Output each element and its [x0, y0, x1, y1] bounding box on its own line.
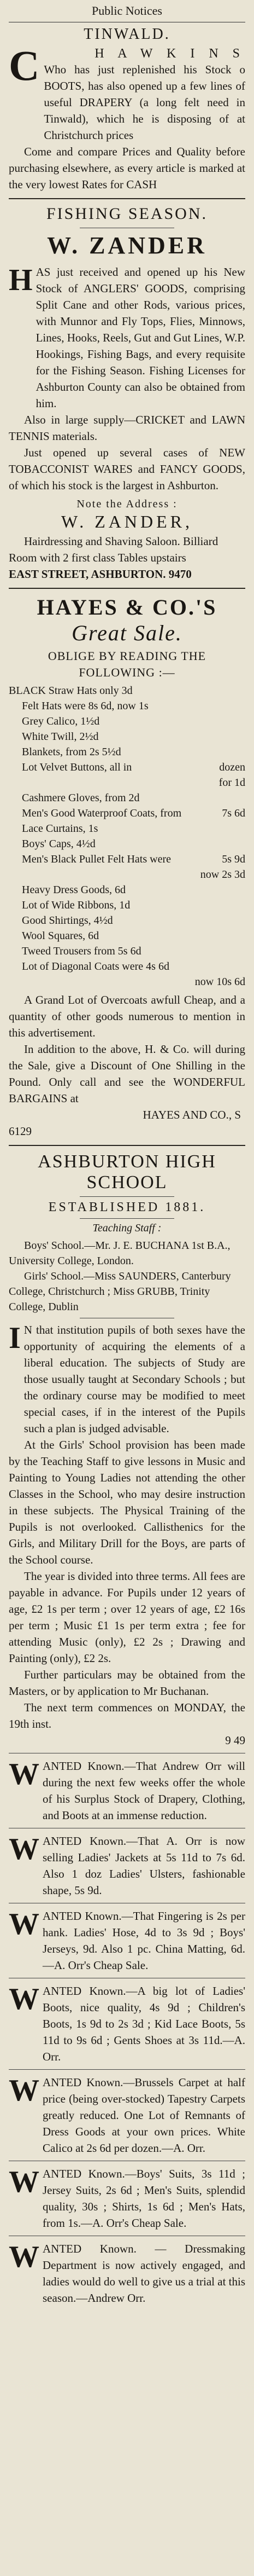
- tinwald-advert: [9, 26, 245, 193]
- price-value: [241, 698, 245, 714]
- wanted-text: ANTED Known.—Boys' Suits, 3s 11d ; Jersey Suits, 2s 6d ; Men's Suits, splendid quality, 30s ; Shirts, 1s 6d ; Men's Hats, from 1s.—A. Orr's Cheap Sale.: [43, 2167, 245, 2230]
- column-rule: [9, 1145, 245, 1146]
- hayes-advert: [9, 594, 245, 1139]
- tinwald-body-2: Come and compare Prices and Quality before purchasing elsewhere, as every article is marked at the very lowest Rates for CASH: [9, 145, 245, 191]
- school-intro: [9, 1322, 245, 1437]
- title-rule: [80, 1218, 174, 1219]
- school-p5: The next term commences on MONDAY, the 19th inst.: [9, 1701, 245, 1730]
- price-item: Tweed Trousers from 5s 6d: [22, 945, 141, 957]
- price-row: [9, 867, 245, 882]
- price-value: dozen: [219, 761, 245, 773]
- school-advert: [9, 1151, 245, 1749]
- price-row: [9, 821, 245, 836]
- tinwald-name-row: [9, 42, 245, 143]
- zander-note: Note the Address :: [76, 498, 178, 510]
- zander-section-title: FISHING SEASON.: [46, 205, 208, 223]
- zander-address-street: EAST STREET, ASHBURTON. 9470: [9, 568, 192, 581]
- price-value: [241, 943, 245, 959]
- title-rule: [80, 1196, 174, 1197]
- hayes-ref: 6129: [9, 1125, 32, 1138]
- price-item: Lot of Diagonal Coats were 4s 6d: [22, 960, 169, 972]
- wanted-text: ANTED Known.—A big lot of Ladies' Boots, nice quality, 4s 9d ; Children's Boots, 1s 9d to 2s 3d ; Kid Lace Boots, 5s 11d to 9s 6d ; Gents Shoes at 3s 11d.—A. Orr.: [43, 1984, 245, 2063]
- price-row: [9, 959, 245, 974]
- price-item: now 10s 6d: [194, 976, 245, 988]
- wanted-text: ANTED Known.—That A. Orr is now selling Ladies' Jackets at 5s 11d to 7s 6d. Also 1 doz Ladies' Ulsters, fashionable shape, 5s 9d.: [43, 1834, 245, 1897]
- wanted-text: ANTED Known.—That Fingering is 2s per hank. Ladies' Hose, 4d to 3s 9d ; Boys' Jerseys, 9d. Also 1 pc. China Matting, 6d.—A. Orr's Cheap Sale.: [43, 1909, 245, 1972]
- price-item: Lot Velvet Buttons, all in: [22, 761, 132, 773]
- wanted-dropcap: W: [9, 2074, 39, 2108]
- school-ref: 9 49: [225, 1734, 245, 1747]
- price-value: [241, 714, 245, 729]
- zander-intro: [9, 264, 245, 412]
- wanted-notices: [9, 1753, 245, 2306]
- price-value: [241, 729, 245, 744]
- wanted-dropcap: W: [9, 2240, 39, 2274]
- price-value: [241, 898, 245, 913]
- price-row: [9, 836, 245, 852]
- notice-rule: [9, 2069, 245, 2070]
- wanted-text: ANTED Known. — Dressmaking Department is now actively engaged, and ladies would do well to give us a trial at this season.—Andrew Orr.: [43, 2242, 245, 2305]
- price-value: 5s 9d: [222, 853, 245, 865]
- zander-dropcap: H: [9, 263, 33, 297]
- price-item: Men's Good Waterproof Coats, from: [22, 807, 182, 819]
- price-row: [9, 882, 245, 898]
- zander-address-line: Hairdressing and Shaving Saloon. Billiard Room with 2 first class Tables upstairs: [9, 535, 218, 564]
- price-row: [9, 744, 245, 760]
- school-staff-head: Teaching Staff :: [92, 1222, 162, 1234]
- price-value: [241, 744, 245, 760]
- column-rule: [9, 588, 245, 589]
- price-item: Heavy Dress Goods, 6d: [22, 884, 126, 896]
- price-value: [241, 882, 245, 898]
- wanted-notice: [9, 1983, 245, 2065]
- tinwald-name: H A W K I N S: [94, 47, 245, 61]
- wanted-notice: [9, 2166, 245, 2231]
- school-p4: Further particulars may be obtained from the Masters, or by application to Mr Buchanan.: [9, 1668, 245, 1698]
- price-item: Wool Squares, 6d: [22, 930, 99, 942]
- price-item: Lot of Wide Ribbons, 1d: [22, 899, 131, 911]
- price-value: [241, 790, 245, 806]
- hayes-price-list: [9, 683, 245, 989]
- hayes-oblige: OBLIGE BY READING THE FOLLOWING :—: [48, 649, 206, 679]
- price-item: White Twill, 2½d: [22, 731, 99, 743]
- school-title: ASHBURTON HIGH SCHOOL: [38, 1151, 216, 1193]
- zander-name: W. ZANDER: [47, 232, 207, 259]
- price-row: [9, 760, 245, 775]
- school-established: ESTABLISHED 1881.: [48, 1200, 206, 1214]
- price-row: [9, 683, 245, 698]
- wanted-dropcap: W: [9, 1832, 39, 1866]
- price-row: [9, 714, 245, 729]
- price-row: [9, 775, 245, 790]
- price-row: [9, 852, 245, 867]
- zander-body: AS just received and opened up his New Stock of ANGLERS' GOODS, comprising Split Cane and other Rods, various prices, with Munnor and Fly Tops, Flies, Minnows, Lines, Hooks, Reels, Gut and Gut Lines, W.P. Hookings, Fishing Bags, and every requisite for the Fishing Season. Fishing Licenses for Ashburton County can also be obtained from him.: [36, 265, 245, 410]
- hayes-body-2: In addition to the above, H. & Co. will during the Sale, give a Discount of One Shilling in the Pound. Only call and see the WONDERFUL BARGAINS at: [9, 1043, 245, 1105]
- wanted-notice: [9, 2074, 245, 2156]
- wanted-notice: [9, 1758, 245, 1824]
- wanted-text: ANTED Known.—That Andrew Orr will during the next few weeks offer the whole of his Surplus Stock of Drapery, Clothing, and Boots at an immense reduction.: [43, 1759, 245, 1822]
- zander-body-3: Just opened up several cases of NEW TOBACCONIST WARES and FANCY GOODS, of which his stock is the largest in Ashburton.: [9, 446, 245, 492]
- price-item: Lace Curtains, 1s: [22, 823, 98, 835]
- school-p1: N that institution pupils of both sexes have the opportunity of acquiring the elements of a liberal education. The subjects of Study are those usually taught at Secondary Schools ; but the ordinary course may be modified to meet special cases, if in the interest of the Pupils such a plan is judged advisable.: [23, 1323, 245, 1435]
- price-item: Felt Hats were 8s 6d, now 1s: [22, 700, 149, 712]
- price-row: [9, 729, 245, 744]
- wanted-notice: [9, 1833, 245, 1898]
- tinwald-place: TINWALD.: [84, 26, 170, 43]
- price-item: Men's Black Pullet Felt Hats were: [22, 853, 171, 865]
- price-item: Cashmere Gloves, from 2d: [22, 792, 140, 804]
- price-item: Good Shirtings, 4½d: [22, 914, 113, 927]
- hayes-signature: HAYES AND CO., S: [143, 1108, 241, 1121]
- price-row: [9, 943, 245, 959]
- price-value: [241, 836, 245, 852]
- price-item: for 1d: [218, 777, 245, 789]
- price-row: [9, 913, 245, 928]
- wanted-dropcap: W: [9, 2165, 39, 2199]
- price-value: [241, 683, 245, 698]
- hayes-title: HAYES & CO.'S: [37, 595, 217, 620]
- school-p2: At the Girls' School provision has been made by the Teaching Staff to give lessons in Music and Painting to Young Ladies not attending the other Classes in the School, who may desire instruction in these subjects. The Physical Training of the Pupils is not overlooked. Callisthenics for the Girls, and Military Drill for the Boys, are parts of the School course.: [9, 1438, 245, 1566]
- price-value: [241, 928, 245, 943]
- wanted-dropcap: W: [9, 1907, 39, 1941]
- price-item: BLACK Straw Hats only 3d: [9, 685, 133, 697]
- zander-body-2: Also in large supply—CRICKET and LAWN TENNIS materials.: [9, 413, 245, 443]
- wanted-dropcap: W: [9, 1982, 39, 2016]
- school-p3: The year is divided into three terms. All fees are payable in advance. For Pupils under 12 years of age, £2 1s per term ; over 12 years of age, £2 16s per term ; Music £1 1s per term extra ; fee for attending Music (only), £2 2s ; Drawing and Painting (only), £2 2s.: [9, 1570, 245, 1665]
- price-row: [9, 928, 245, 943]
- tinwald-dropcap: C: [9, 42, 40, 89]
- zander-address-name: W. ZANDER,: [61, 512, 193, 531]
- hayes-body: A Grand Lot of Overcoats awfull Cheap, and a quantity of other goods numerous to mention in this advertisement.: [9, 993, 245, 1039]
- price-value: 7s 6d: [222, 807, 245, 819]
- price-value: [241, 959, 245, 974]
- price-row: [9, 790, 245, 806]
- column-rule: [9, 198, 245, 199]
- price-item: now 2s 3d: [200, 869, 245, 881]
- price-item: Blankets, from 2s 5½d: [22, 746, 121, 758]
- wanted-text: ANTED Known.—Brussels Carpet at half price (being over-stocked) Tapestry Carpets greatly reduced. One Lot of Remnants of Dress Goods at your own prices. White Calico at 2s 6d per dozen.—A. Orr.: [43, 2076, 245, 2155]
- price-item: Boys' Caps, 4½d: [22, 838, 96, 850]
- wanted-dropcap: W: [9, 1757, 39, 1791]
- wanted-notice: [9, 2241, 245, 2306]
- price-value: [241, 913, 245, 928]
- tinwald-body: Who has just replenished his Stock o BOOTS, has also opened up a few lines of useful DRAPERY (a long felt need in Tinwald), which he is disposing of at Christchurch prices: [44, 63, 245, 142]
- zander-advert: [9, 205, 245, 582]
- price-row: [9, 898, 245, 913]
- school-staff-boys: Boys' School.—Mr. J. E. BUCHANA 1st B.A., University College, London.: [9, 1240, 231, 1267]
- price-row: [9, 974, 245, 989]
- hayes-subtitle: Great Sale.: [72, 621, 182, 645]
- price-value: [241, 821, 245, 836]
- price-item: Grey Calico, 1½d: [22, 715, 100, 727]
- price-row: [9, 698, 245, 714]
- wanted-notice: [9, 1908, 245, 1973]
- school-staff-girls: Girls' School.—Miss SAUNDERS, Canterbury College, Christchurch ; Miss GRUBB, Trinity College, Dublin: [9, 1270, 231, 1313]
- page-header: Public Notices: [9, 3, 245, 22]
- school-dropcap: I: [9, 1321, 21, 1355]
- price-row: [9, 806, 245, 821]
